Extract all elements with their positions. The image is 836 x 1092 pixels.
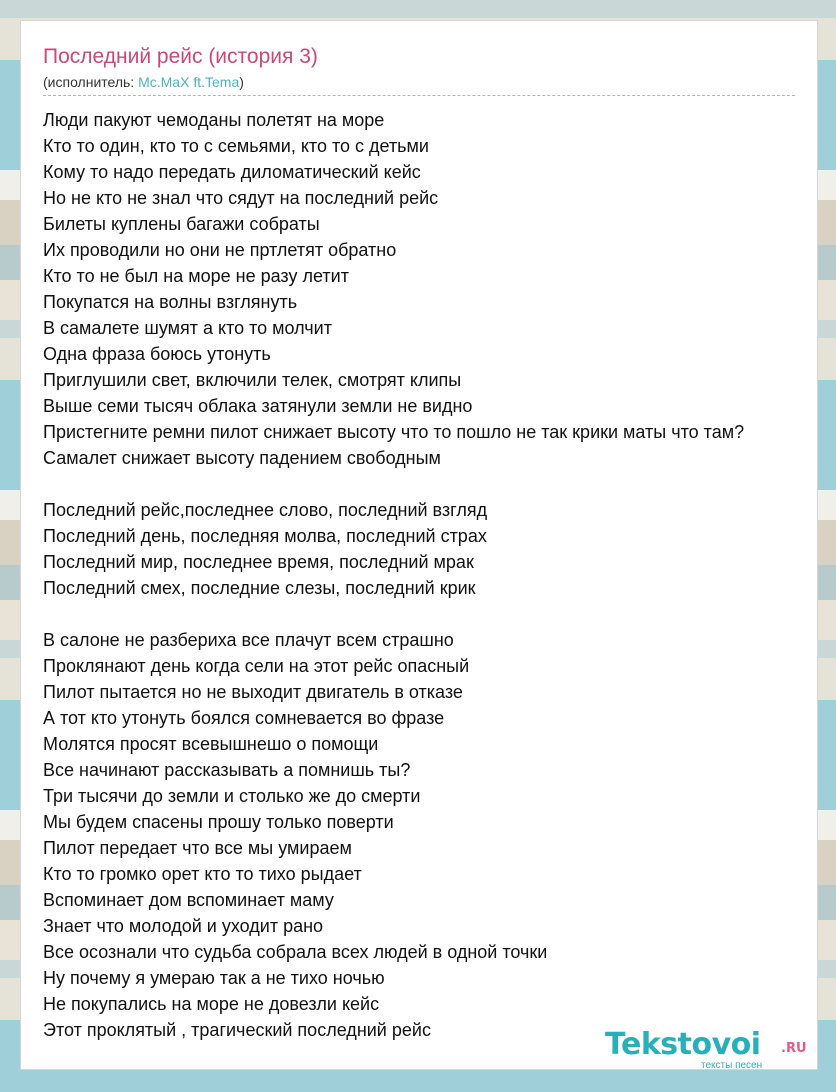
lyrics-line: Не покупались на море не довезли кейс — [43, 994, 380, 1014]
lyrics-line: Самалет снижает высоту падением свободным — [43, 448, 441, 468]
lyrics-line: В самалете шумят а кто то молчит — [43, 318, 332, 338]
lyrics-line: В салоне не разбериха все плачут всем страшно — [43, 630, 454, 650]
site-logo[interactable] — [605, 1027, 807, 1071]
lyrics-line: Мы будем спасены прошу только поверти — [43, 812, 394, 832]
lyrics-line: Все начинают рассказывать а помнишь ты? — [43, 760, 411, 780]
logo-tld: .RU — [781, 1041, 807, 1056]
lyrics-line: Вспоминает дом вспоминает маму — [43, 890, 334, 910]
lyrics-line: Кто то один, кто то с семьями, кто то с детьми — [43, 136, 429, 156]
lyrics-blank-line — [43, 601, 744, 627]
lyrics-line: Этот проклятый , трагический последний рейс — [43, 1020, 431, 1040]
lyrics-line: Кто то не был на море не разу летит — [43, 266, 349, 286]
lyrics-line: Выше семи тысяч облака затянули земли не видно — [43, 396, 473, 416]
lyrics-line: Последний день, последняя молва, последний страх — [43, 526, 487, 546]
lyrics-line: Приглушили свет, включили телек, смотрят клипы — [43, 370, 462, 390]
lyrics-line: Три тысячи до земли и столько же до смерти — [43, 786, 421, 806]
song-title: Последний рейс (история 3) — [43, 45, 318, 68]
lyrics-line: Последний мир, последнее время, последний мрак — [43, 552, 474, 572]
lyrics-line: Молятся просят всевышнешо о помощи — [43, 734, 379, 754]
header-divider — [43, 95, 795, 96]
logo-name: Tekstovoi — [605, 1027, 761, 1062]
lyrics-text — [43, 107, 744, 1043]
artist-suffix: ) — [239, 74, 244, 90]
lyrics-line: Проклянают день когда сели на этот рейс опасный — [43, 656, 470, 676]
lyrics-line: Покупатся на волны взглянуть — [43, 292, 298, 312]
lyrics-line: Но не кто не знал что сядут на последний рейс — [43, 188, 439, 208]
lyrics-line: Билеты куплены багажи собраты — [43, 214, 320, 234]
lyrics-line: А тот кто утонуть боялся сомневается во фразе — [43, 708, 445, 728]
artist-prefix: (исполнитель: — [43, 74, 139, 90]
song-subtitle — [43, 74, 244, 90]
lyrics-line: Кому то надо передать диломатический кейс — [43, 162, 421, 182]
lyrics-line: Знает что молодой и уходит рано — [43, 916, 324, 936]
lyrics-line: Все осознали что судьба собрала всех людей в одной точки — [43, 942, 548, 962]
lyrics-line: Последний смех, последние слезы, последний крик — [43, 578, 476, 598]
lyrics-line: Их проводили но они не пртлетят обратно — [43, 240, 397, 260]
lyrics-line: Пилот пытается но не выходит двигатель в отказе — [43, 682, 463, 702]
lyrics-line: Ну почему я умераю так а не тихо ночью — [43, 968, 385, 988]
lyrics-line: Последний рейс,последнее слово, последний взгляд — [43, 500, 488, 520]
logo-tagline: тексты песен — [701, 1060, 763, 1071]
lyrics-line: Кто то громко орет кто то тихо рыдает — [43, 864, 362, 884]
lyrics-blank-line — [43, 471, 744, 497]
lyrics-line: Пристегните ремни пилот снижает высоту что то пошло не так крики маты что там? — [43, 422, 745, 442]
artist-link[interactable]: Mc.MaX ft.Tema — [138, 74, 240, 90]
lyrics-line: Одна фраза боюсь утонуть — [43, 344, 271, 364]
lyrics-card — [20, 20, 818, 1070]
lyrics-line: Пилот передает что все мы умираем — [43, 838, 352, 858]
lyrics-line: Люди пакуют чемоданы полетят на море — [43, 110, 385, 130]
